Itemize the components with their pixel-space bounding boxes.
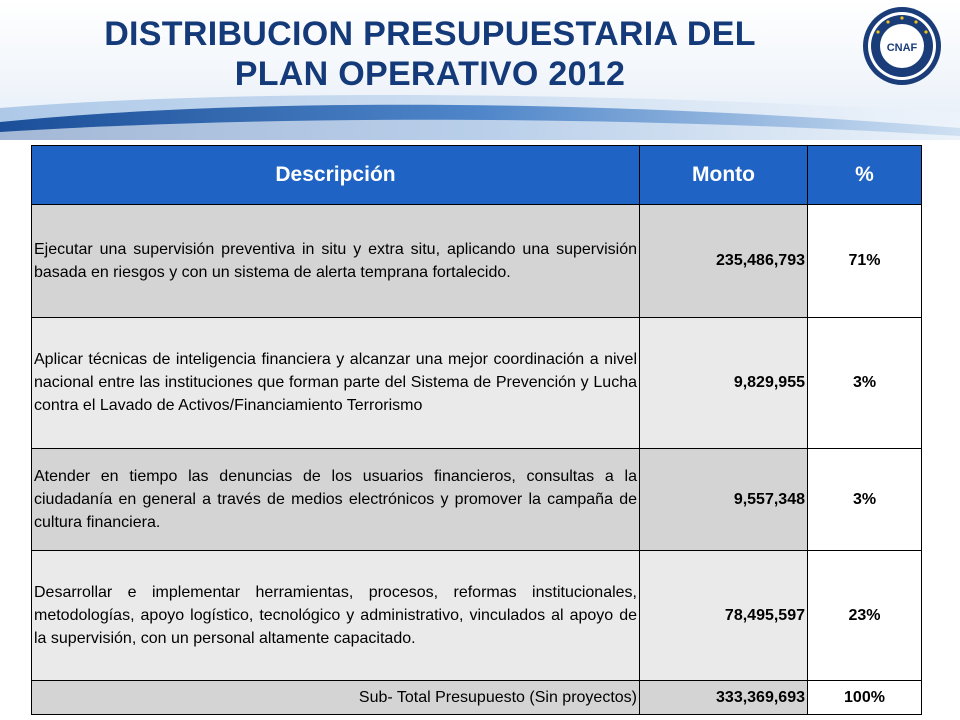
total-label: Sub- Total Presupuesto (Sin proyectos) — [32, 681, 640, 715]
cell-porcentaje: 3% — [808, 318, 922, 449]
page-title — [40, 14, 820, 94]
column-header-descripcion: Descripción — [32, 146, 640, 205]
title-line-1: DISTRIBUCION PRESUPUESTARIA DEL — [104, 15, 756, 53]
total-monto: 333,369,693 — [640, 681, 808, 715]
cell-descripcion: Aplicar técnicas de inteligencia financiera y alcanzar una mejor coordinación a nivel nacional entre las instituciones que forman parte del Sistema de Prevención y Lucha contra el Lavado de Activos/Financiamiento Terrorismo — [32, 318, 640, 449]
cell-porcentaje: 71% — [808, 205, 922, 318]
logo-text: CNAF — [886, 42, 918, 54]
table-header-row — [32, 146, 922, 205]
table-row — [32, 449, 922, 551]
cell-monto: 9,829,955 — [640, 318, 808, 449]
cell-descripcion: Ejecutar una supervisión preventiva in situ y extra situ, aplicando una supervisión basada en riesgos y con un sistema de alerta temprana fortalecido. — [32, 205, 640, 318]
budget-table — [31, 145, 922, 715]
cell-descripcion: Atender en tiempo las denuncias de los usuarios financieros, consultas a la ciudadanía en general a través de medios electrónicos y promover la campaña de cultura financiera. — [32, 449, 640, 551]
slide-header — [0, 0, 960, 140]
table-row — [32, 205, 922, 318]
table-total-row — [32, 681, 922, 715]
column-header-monto: Monto — [640, 146, 808, 205]
cell-monto: 9,557,348 — [640, 449, 808, 551]
cell-monto: 235,486,793 — [640, 205, 808, 318]
table-row — [32, 318, 922, 449]
column-header-porcentaje: % — [808, 146, 922, 205]
cnaf-seal-logo — [862, 6, 942, 86]
total-porcentaje: 100% — [808, 681, 922, 715]
cell-descripcion: Desarrollar e implementar herramientas, procesos, reformas institucionales, metodologías, apoyo logístico, tecnológico y administrativo, vinculados al apoyo de la supervisión, con un personal altamente capacitado. — [32, 551, 640, 681]
title-line-2: PLAN OPERATIVO 2012 — [234, 55, 626, 93]
table-row — [32, 551, 922, 681]
cell-porcentaje: 3% — [808, 449, 922, 551]
cell-monto: 78,495,597 — [640, 551, 808, 681]
cell-porcentaje: 23% — [808, 551, 922, 681]
